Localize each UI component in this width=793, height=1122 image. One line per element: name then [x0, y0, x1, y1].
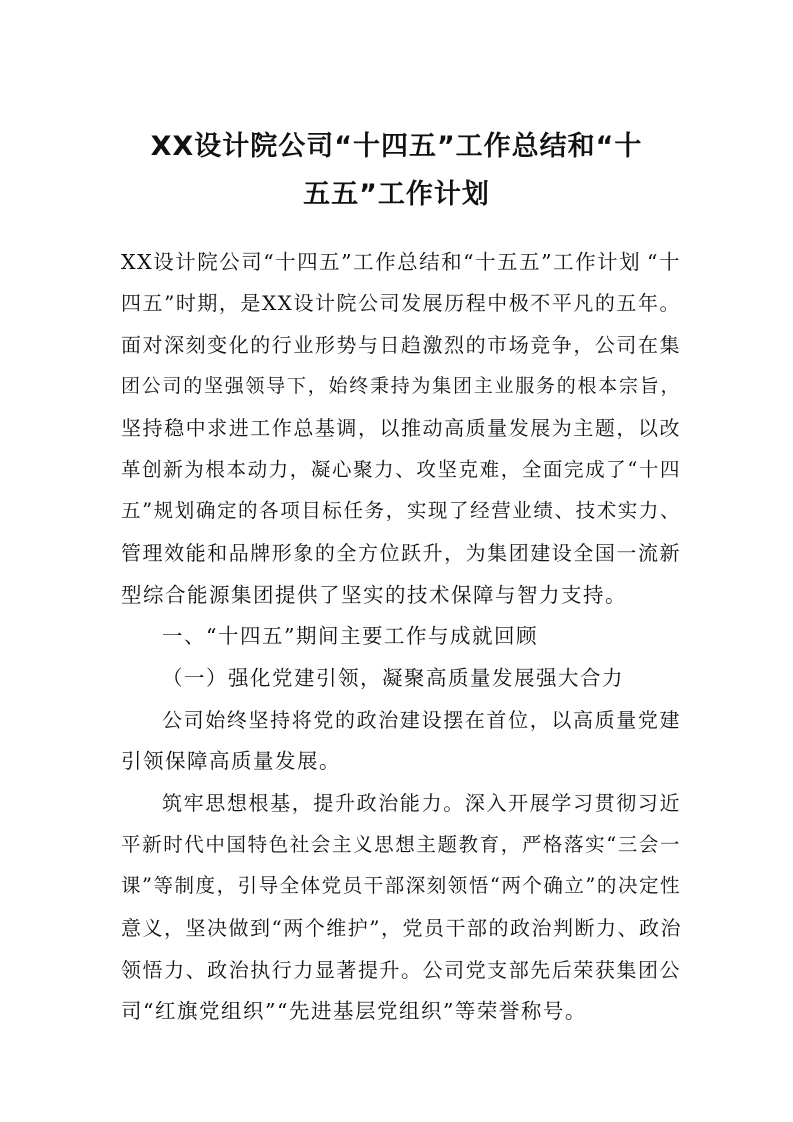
- section-heading: 一、“十四五”期间主要工作与成就回顾: [162, 624, 538, 648]
- paragraph-line: 平新时代中国特色社会主义思想主题教育，严格落实“三会一: [121, 833, 681, 856]
- document-title-line-2: 五五”工作计划: [303, 179, 490, 210]
- intro-heading-text: XX设计院公司“十四五”工作总结和“十五五”工作计划: [121, 250, 642, 274]
- paragraph-line: 五”规划确定的各项目标任务，实现了经营业绩、技术实力、: [121, 499, 681, 522]
- paragraph-line: 坚持稳中求进工作总基调，以推动高质量发展为主题，以改: [121, 416, 681, 440]
- intro-continuation-text: “十: [647, 250, 681, 274]
- paragraph-line: 司“红旗党组织”“先进基层党组织”等荣誉称号。: [121, 999, 587, 1023]
- subsection-heading: （一）强化党建引领，凝聚高质量发展强大合力: [162, 666, 624, 690]
- paragraph-line: 团公司的坚强领导下，始终秉持为集团主业服务的根本宗旨，: [121, 375, 681, 397]
- intro-line: [121, 248, 681, 276]
- paragraph-line: 领悟力、政治执行力显著提升。公司党支部先后荣获集团公: [121, 958, 681, 982]
- paragraph-line: 型综合能源集团提供了坚实的技术保障与智力支持。: [121, 583, 627, 607]
- paragraph-line: 引领保障高质量发展。: [121, 749, 341, 773]
- paragraph-line: 意义，坚决做到“两个维护”，党员干部的政治判断力、政治: [121, 916, 682, 940]
- paragraph-line: 面对深刻变化的行业形势与日趋激烈的市场竞争，公司在集: [121, 333, 681, 357]
- paragraph-line: 公司始终坚持将党的政治建设摆在首位，以高质量党建: [162, 708, 681, 732]
- paragraph-line: 课”等制度，引导全体党员干部深刻领悟“两个确立”的决定性: [121, 874, 681, 897]
- paragraph-line: 筑牢思想根基，提升政治能力。深入开展学习贯彻习近: [162, 791, 681, 815]
- paragraph-line: 革创新为根本动力，凝心聚力、攻坚克难，全面完成了“十四: [121, 458, 681, 481]
- paragraph-line: 管理效能和品牌形象的全方位跃升，为集团建设全国一流新: [121, 541, 681, 565]
- document-title-line-1: XX设计院公司“十四五”工作总结和“十: [150, 131, 643, 162]
- paragraph-line: 四五”时期，是XX设计院公司发展历程中极不平凡的五年。: [121, 291, 681, 315]
